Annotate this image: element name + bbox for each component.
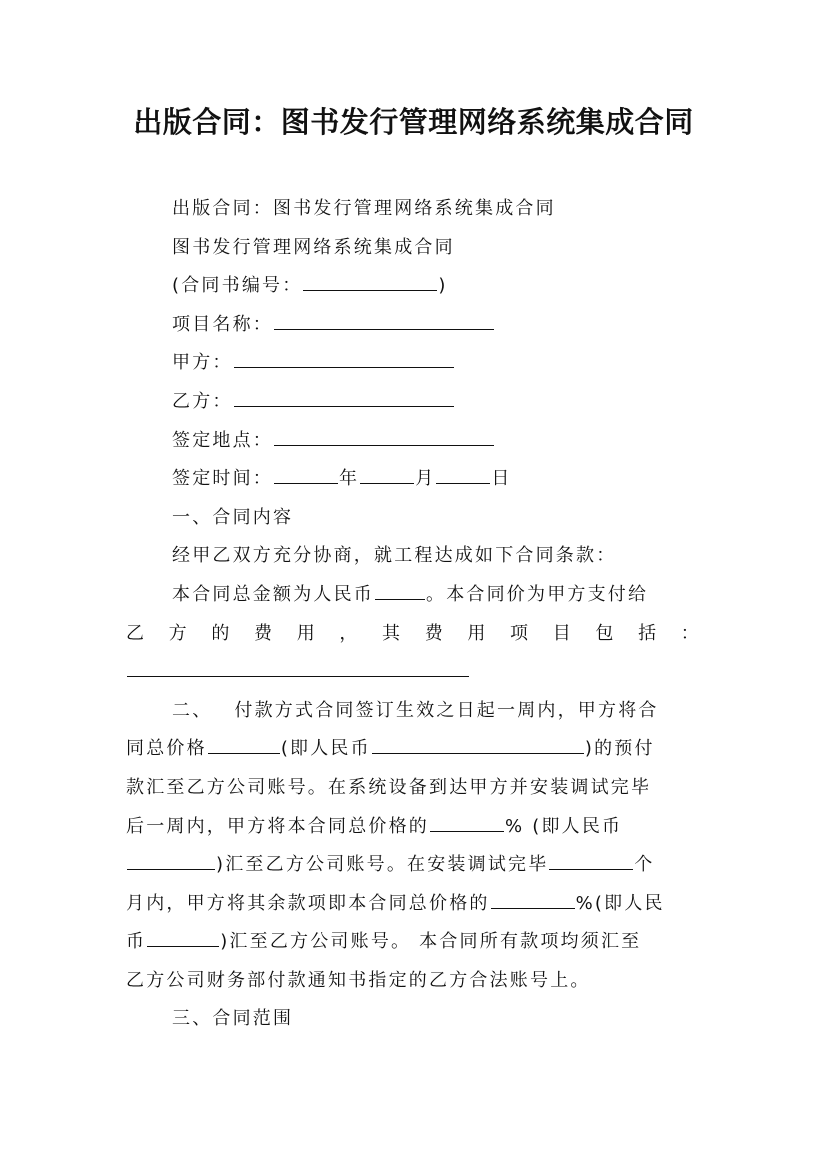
char: ， bbox=[339, 622, 360, 644]
payment-text-2b: (即人民币 bbox=[280, 738, 371, 760]
months-blank[interactable] bbox=[549, 851, 633, 870]
percent-blank-1[interactable] bbox=[430, 813, 504, 832]
contract-number-label: (合同书编号： bbox=[172, 275, 303, 297]
total-amount-line bbox=[126, 576, 701, 615]
payment-text-7a: 币 bbox=[126, 931, 147, 953]
char: 目 bbox=[552, 622, 573, 644]
signing-date-line bbox=[126, 460, 701, 499]
section-heading-3: 三、合同范围 bbox=[172, 1008, 294, 1030]
total-amount-blank[interactable] bbox=[375, 581, 425, 600]
party-b-line bbox=[126, 383, 701, 422]
payment-line-2 bbox=[126, 730, 701, 769]
project-name-line bbox=[126, 306, 701, 345]
project-name-label: 项目名称： bbox=[172, 313, 273, 335]
char: 用 bbox=[467, 622, 488, 644]
rmb-amount-blank[interactable] bbox=[372, 735, 584, 754]
payment-text-1: 付款方式合同签订生效之日起一周内，甲方将合 bbox=[234, 699, 659, 721]
year-label: 年 bbox=[339, 468, 360, 490]
signing-place-label: 签定地点： bbox=[172, 429, 273, 451]
party-b-blank[interactable] bbox=[234, 388, 454, 407]
party-a-label: 甲方： bbox=[172, 352, 233, 374]
month-label: 月 bbox=[415, 468, 436, 490]
day-blank[interactable] bbox=[436, 465, 490, 484]
project-name-blank[interactable] bbox=[274, 311, 494, 330]
total-price-blank[interactable] bbox=[208, 735, 280, 754]
payment-line-7 bbox=[126, 923, 701, 962]
char: 用 bbox=[296, 622, 317, 644]
rmb-blank-1[interactable] bbox=[127, 851, 215, 870]
char: 费 bbox=[254, 622, 275, 644]
payment-text-5a: )汇至乙方公司账号。在安装调试完毕 bbox=[216, 854, 549, 876]
payment-text-6a: 月内，甲方将其余款项即本合同总价格的 bbox=[126, 892, 490, 914]
body-line-1: 出版合同：图书发行管理网络系统集成合同 bbox=[172, 198, 556, 219]
char: 方 bbox=[168, 622, 189, 644]
party-b-label: 乙方： bbox=[172, 390, 233, 412]
char: 项 bbox=[510, 622, 531, 644]
total-amount-label: 本合同总金额为人民币 bbox=[172, 583, 374, 605]
payment-line-5 bbox=[126, 846, 701, 885]
year-blank[interactable] bbox=[274, 465, 338, 484]
contract-number-line bbox=[126, 267, 701, 306]
percent-blank-2[interactable] bbox=[491, 890, 575, 909]
document-title: 出版合同：图书发行管理网络系统集成合同 bbox=[133, 105, 694, 139]
char: 包 bbox=[595, 622, 616, 644]
section-heading-2: 二、 bbox=[172, 699, 213, 721]
payment-text-7b: )汇至乙方公司账号。 本合同所有款项均须汇至 bbox=[220, 931, 642, 953]
party-a-line bbox=[126, 344, 701, 383]
party-a-blank[interactable] bbox=[234, 349, 454, 368]
month-blank[interactable] bbox=[360, 465, 414, 484]
fee-items-line bbox=[126, 615, 701, 654]
signing-date-label: 签定时间： bbox=[172, 468, 273, 490]
fee-items-blank-line bbox=[126, 653, 701, 692]
payment-text-4b: % (即人民币 bbox=[505, 815, 623, 837]
char: ： bbox=[680, 622, 701, 644]
payment-text-2a: 同总价格 bbox=[126, 738, 207, 760]
section-heading-1: 一、合同内容 bbox=[172, 506, 294, 528]
contract-number-close: ) bbox=[438, 275, 448, 297]
body-line-10: 经甲乙双方充分协商，就工程达成如下合同条款： bbox=[172, 545, 617, 567]
payment-text-6b: %(即人民 bbox=[575, 892, 665, 914]
payment-line-1 bbox=[126, 692, 701, 731]
day-label: 日 bbox=[491, 468, 512, 490]
fee-items-blank[interactable] bbox=[127, 658, 469, 677]
payment-text-2c: )的预付 bbox=[584, 738, 655, 760]
payment-line-3: 款汇至乙方公司账号。在系统设备到达甲方并安装调试完毕 bbox=[126, 776, 652, 798]
payment-line-4 bbox=[126, 808, 701, 847]
signing-place-blank[interactable] bbox=[274, 427, 494, 446]
total-amount-tail: 。本合同价为甲方支付给 bbox=[426, 583, 649, 605]
document-body bbox=[126, 190, 701, 1039]
payment-text-5b: 个 bbox=[634, 854, 655, 876]
char: 的 bbox=[211, 622, 232, 644]
payment-line-8: 乙方公司财务部付款通知书指定的乙方合法账号上。 bbox=[126, 969, 591, 991]
char: 其 bbox=[382, 622, 403, 644]
payment-line-6 bbox=[126, 885, 701, 924]
body-line-2: 图书发行管理网络系统集成合同 bbox=[172, 236, 455, 258]
contract-number-blank[interactable] bbox=[303, 272, 437, 291]
char: 乙 bbox=[126, 622, 147, 644]
rmb-blank-2[interactable] bbox=[147, 928, 219, 947]
char: 括 bbox=[638, 622, 659, 644]
signing-place-line bbox=[126, 422, 701, 461]
payment-text-4a: 后一周内，甲方将本合同总价格的 bbox=[126, 815, 429, 837]
char: 费 bbox=[424, 622, 445, 644]
